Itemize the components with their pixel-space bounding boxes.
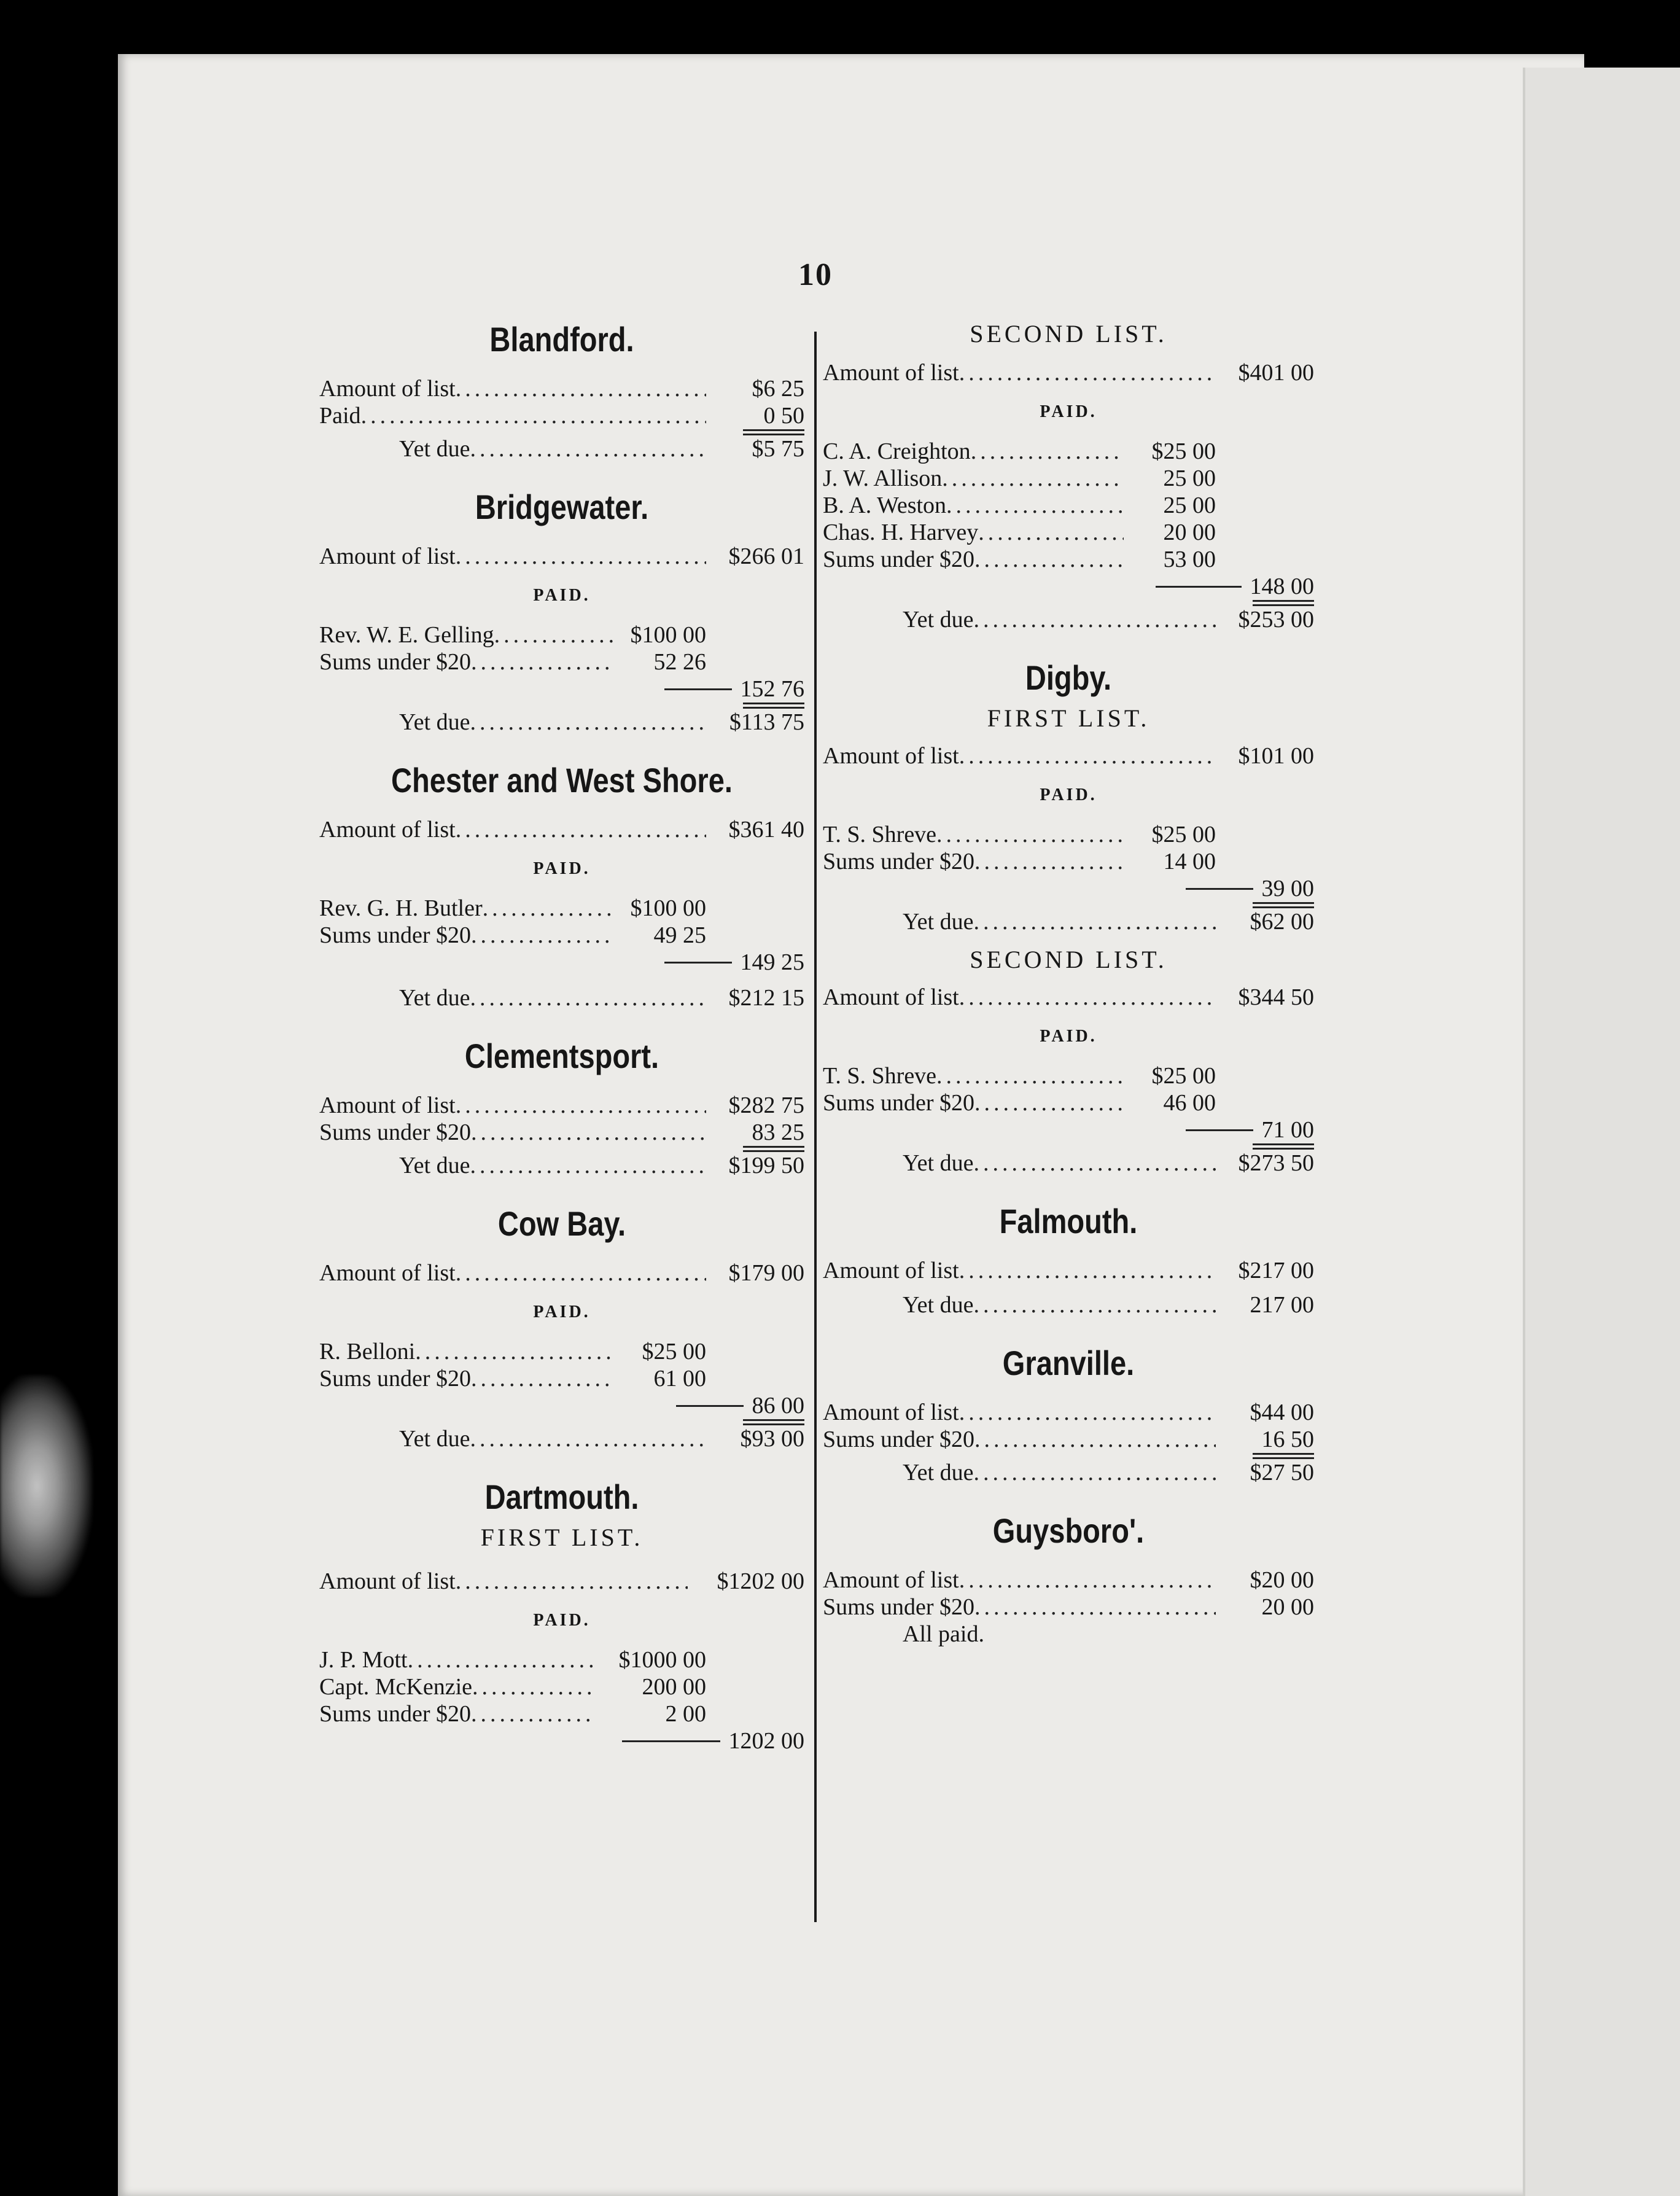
sum-rule	[743, 1146, 804, 1152]
row-label: Sums under $20	[823, 1427, 974, 1452]
total-row	[319, 676, 804, 703]
row-label: Sums under $20	[319, 1701, 471, 1727]
row-amount: $101 00	[1238, 743, 1314, 769]
row-amount: $273 50	[1238, 1150, 1314, 1176]
row-label: Sums under $20	[319, 922, 471, 948]
row-label: Rev. W. E. Gelling	[319, 622, 494, 648]
ledger-row	[319, 648, 804, 676]
section-granville	[823, 1343, 1314, 1486]
section-clementsport	[319, 1036, 804, 1179]
row-amount: 25 00	[1163, 493, 1216, 518]
ledger-row	[319, 1152, 804, 1179]
row-amount: 0 50	[763, 403, 804, 429]
section-falmouth	[823, 1201, 1314, 1318]
row-label: Yet due	[399, 1153, 470, 1178]
row-label: Sums under $20	[319, 649, 471, 675]
row-amount: $199 50	[728, 1153, 804, 1178]
ledger-row	[823, 1459, 1314, 1486]
ledger-row	[319, 1260, 804, 1287]
ledger-row	[319, 1700, 804, 1727]
row-label: J. P. Mott	[319, 1647, 408, 1673]
paid-heading: PAID.	[1040, 402, 1097, 421]
section-title: Cow Bay.	[497, 1204, 626, 1243]
paid-heading: PAID.	[1040, 785, 1097, 804]
ledger-row	[823, 1291, 1314, 1318]
row-amount: $20 00	[1250, 1567, 1314, 1593]
section-title: Bridgewater.	[475, 488, 649, 526]
row-amount: $361 40	[728, 817, 804, 843]
sum-rule	[1253, 1453, 1314, 1459]
ledger-row	[823, 1621, 1314, 1648]
row-label: Amount of list	[319, 1568, 456, 1594]
row-label: T. S. Shreve	[823, 822, 937, 847]
row-amount: $1202 00	[717, 1568, 804, 1594]
row-amount: $344 50	[1238, 984, 1314, 1010]
row-label: Amount of list	[319, 817, 456, 843]
row-label: R. Belloni	[319, 1339, 416, 1365]
sum-rule	[1253, 902, 1314, 908]
row-total: 39 00	[1261, 876, 1314, 901]
ledger-row	[823, 606, 1314, 633]
ledger-row	[319, 435, 804, 462]
row-amount: 20 00	[1163, 520, 1216, 545]
row-amount: $217 00	[1238, 1258, 1314, 1283]
ledger-row	[823, 1150, 1314, 1177]
ledger-row	[823, 1257, 1314, 1284]
row-label: Yet due	[903, 607, 974, 633]
section-title: Guysboro'.	[992, 1511, 1145, 1550]
sum-rule	[1253, 1143, 1314, 1150]
ledger-row	[823, 492, 1314, 519]
sum-rule	[1253, 600, 1314, 606]
section-title: Falmouth.	[999, 1202, 1138, 1240]
ledger-row	[823, 848, 1314, 875]
row-amount: $212 15	[728, 985, 804, 1011]
row-amount: $27 50	[1250, 1460, 1314, 1485]
section-title: Clementsport.	[464, 1037, 659, 1075]
ledger-row	[319, 375, 804, 402]
row-amount: 61 00	[653, 1366, 706, 1392]
paid-heading: PAID.	[533, 859, 591, 878]
row-amount: 46 00	[1163, 1090, 1216, 1116]
list-heading: FIRST LIST.	[987, 704, 1150, 732]
ledger-row	[823, 1567, 1314, 1594]
scan-stain	[0, 1376, 92, 1597]
row-amount: $113 75	[729, 709, 804, 735]
row-amount: $25 00	[1151, 822, 1216, 847]
row-amount: $100 00	[630, 622, 706, 648]
ledger-row	[823, 1399, 1314, 1426]
row-amount: 2 00	[665, 1701, 706, 1727]
ledger-row	[823, 908, 1314, 935]
row-amount: $282 75	[728, 1092, 804, 1118]
section-dartmouth	[319, 1477, 804, 1754]
ledger-row	[823, 359, 1314, 386]
row-total: 148 00	[1250, 574, 1314, 599]
section-title: Chester and West Shore.	[391, 761, 733, 800]
row-amount: $253 00	[1238, 607, 1314, 633]
section-title: Dartmouth.	[484, 1478, 639, 1516]
row-amount: 20 00	[1261, 1594, 1314, 1620]
ledger-row	[319, 1365, 804, 1392]
row-amount: $179 00	[728, 1260, 804, 1286]
row-amount: $266 01	[728, 543, 804, 569]
row-amount: $25 00	[1151, 438, 1216, 464]
row-label: J. W. Allison	[823, 465, 943, 491]
row-amount: 217 00	[1250, 1292, 1314, 1318]
sum-rule	[743, 429, 804, 435]
section-cow-bay	[319, 1204, 804, 1452]
row-total: 71 00	[1261, 1117, 1314, 1143]
row-label: Amount of list	[319, 1260, 456, 1286]
row-amount: 200 00	[642, 1674, 706, 1700]
ledger-row	[823, 546, 1314, 573]
section-title: Blandford.	[489, 320, 634, 359]
row-amount: $100 00	[630, 895, 706, 921]
column-divider	[814, 332, 817, 1922]
row-label: Yet due	[399, 985, 470, 1011]
section-chester	[319, 760, 804, 1011]
ledger-row	[319, 922, 804, 949]
row-amount: $62 00	[1250, 909, 1314, 935]
row-total: 86 00	[752, 1393, 804, 1419]
row-label: Yet due	[399, 1426, 470, 1452]
ledger-row	[823, 519, 1314, 546]
row-label: Amount of list	[823, 1400, 959, 1425]
section-digby	[823, 658, 1314, 1177]
ledger-row	[823, 742, 1314, 769]
row-amount: $25 00	[642, 1339, 706, 1365]
total-row	[319, 1727, 804, 1754]
row-amount: $401 00	[1238, 360, 1314, 386]
ledger-row	[823, 1062, 1314, 1089]
row-label: Amount of list	[823, 984, 959, 1010]
row-amount: 14 00	[1163, 849, 1216, 874]
paid-heading: PAID.	[533, 586, 591, 605]
row-label: Sums under $20	[319, 1119, 471, 1145]
ledger-row	[823, 984, 1314, 1011]
list-heading: FIRST LIST.	[480, 1524, 644, 1551]
ledger-row	[319, 402, 804, 429]
total-row	[823, 573, 1314, 600]
total-row	[823, 1116, 1314, 1143]
all-paid-note: All paid.	[903, 1621, 984, 1647]
row-label: Amount of list	[319, 1092, 456, 1118]
section-bridgewater	[319, 487, 804, 736]
row-label: Capt. McKenzie	[319, 1674, 473, 1700]
paid-heading: PAID.	[533, 1611, 591, 1630]
row-amount: $93 00	[740, 1426, 804, 1452]
section-title: Digby.	[1025, 658, 1112, 697]
row-label: Paid	[319, 403, 361, 429]
row-label: Amount of list	[823, 1567, 959, 1593]
total-row	[319, 949, 804, 976]
row-amount: 83 25	[752, 1119, 804, 1145]
list-heading: SECOND LIST.	[970, 320, 1167, 348]
sum-rule	[743, 1419, 804, 1425]
row-label: Rev. G. H. Butler	[319, 895, 483, 921]
row-amount: $6 25	[752, 376, 804, 402]
ledger-row	[319, 1338, 804, 1365]
total-row	[823, 875, 1314, 902]
row-total: 152 76	[740, 676, 804, 702]
right-column	[823, 319, 1314, 1648]
ledger-row	[319, 1646, 804, 1673]
row-label: Chas. H. Harvey	[823, 520, 979, 545]
ledger-row	[823, 1594, 1314, 1621]
row-amount: $44 00	[1250, 1400, 1314, 1425]
row-label: Amount of list	[823, 1258, 959, 1283]
ledger-row	[319, 816, 804, 843]
row-amount: $1000 00	[618, 1647, 706, 1673]
paid-heading: PAID.	[1040, 1027, 1097, 1046]
sum-rule	[743, 703, 804, 709]
section-title: Granville.	[1002, 1344, 1135, 1382]
row-label: Sums under $20	[319, 1366, 471, 1392]
row-label: C. A. Creighton	[823, 438, 971, 464]
section-guysboro	[823, 1511, 1314, 1648]
list-heading: SECOND LIST.	[970, 946, 1167, 973]
row-label: Yet due	[903, 1460, 974, 1485]
row-label: Yet due	[399, 436, 470, 462]
row-label: Amount of list	[823, 743, 959, 769]
row-label: Sums under $20	[823, 547, 974, 572]
ledger-row	[823, 821, 1314, 848]
row-amount: $25 00	[1151, 1063, 1216, 1089]
ledger-row	[319, 1119, 804, 1146]
ledger-row	[319, 709, 804, 736]
ledger-row	[319, 1092, 804, 1119]
total-row	[319, 1392, 804, 1419]
ledger-row	[319, 1425, 804, 1452]
row-amount: 53 00	[1163, 547, 1216, 572]
ledger-row	[823, 1426, 1314, 1453]
row-total: 1202 00	[728, 1728, 804, 1754]
row-total: 149 25	[740, 949, 804, 975]
row-label: Amount of list	[823, 360, 959, 386]
ledger-row	[823, 465, 1314, 492]
row-amount: 52 26	[653, 649, 706, 675]
row-label: Yet due	[903, 1150, 974, 1176]
row-amount: 16 50	[1261, 1427, 1314, 1452]
ledger-row	[319, 543, 804, 570]
row-amount: 49 25	[653, 922, 706, 948]
ledger-row	[823, 1089, 1314, 1116]
ledger-row	[319, 895, 804, 922]
next-page-edge	[1523, 68, 1680, 2196]
ledger-row	[319, 621, 804, 648]
row-label: Sums under $20	[823, 849, 974, 874]
page-number: 10	[798, 257, 833, 292]
paid-heading: PAID.	[533, 1302, 591, 1322]
left-column	[319, 319, 804, 1754]
row-amount: 25 00	[1163, 465, 1216, 491]
row-label: Yet due	[903, 1292, 974, 1318]
section-blandford	[319, 319, 804, 462]
ledger-row	[319, 984, 804, 1011]
row-label: Sums under $20	[823, 1090, 974, 1116]
row-label: T. S. Shreve	[823, 1063, 937, 1089]
ledger-row	[823, 438, 1314, 465]
row-label: Amount of list	[319, 376, 456, 402]
row-label: B. A. Weston	[823, 493, 947, 518]
row-label: Sums under $20	[823, 1594, 974, 1620]
ledger-row	[319, 1568, 804, 1595]
ledger-row	[319, 1673, 804, 1700]
row-label: Yet due	[399, 709, 470, 735]
row-amount: $5 75	[752, 436, 804, 462]
section-dartmouth-second	[823, 319, 1314, 633]
row-label: Amount of list	[319, 543, 456, 569]
row-label: Yet due	[903, 909, 974, 935]
